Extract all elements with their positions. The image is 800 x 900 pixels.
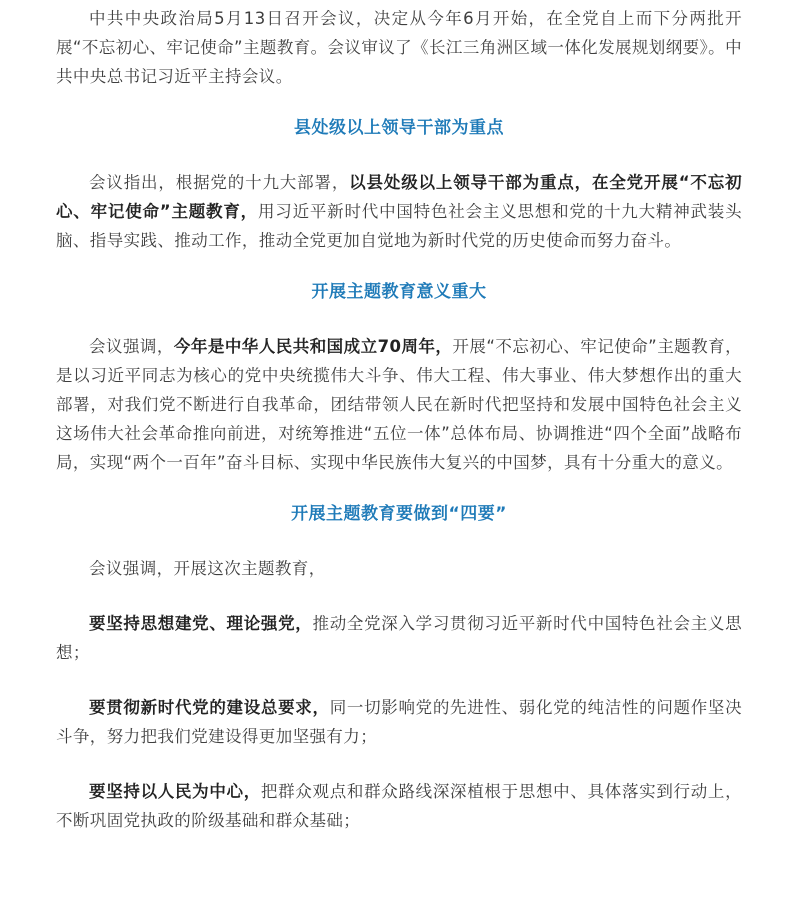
section-heading-significance: 开展主题教育意义重大	[311, 282, 487, 302]
section-heading-four-musts: 开展主题教育要做到“四要”	[291, 504, 507, 524]
paragraph-meeting-emphasized	[56, 332, 742, 477]
intro-paragraph	[56, 4, 742, 91]
intro-text: 中共中央政治局5月13日召开会议，决定从今年6月开始，在全党自上而下分两批开展“不忘初心、牢记使命”主题教育。会议审议了《长江三角洲区域一体化发展规划纲要》。中共中央总书记习近平主持会议。	[56, 9, 742, 86]
paragraph-four-musts-intro	[56, 554, 742, 583]
paragraph-bold: 以县处级以上领导干部为重点，在全党开展“不忘初心、牢记使命”主题教育，	[56, 173, 742, 221]
paragraph-rest: 开展“不忘初心、牢记使命”主题教育，是以习近平同志为核心的党中央统揽伟大斗争、伟大工程、伟大事业、伟大梦想作出的重大部署，对我们党不断进行自我革命，团结带领人民在新时代把坚持和发展中国特色社会主义这场伟大社会革命推向前进，对统筹推进“五位一体”总体布局、协调推进“四个全面”战略布局，实现“两个一百年”奋斗目标、实现中华民族伟大复兴的中国梦，具有十分重大的意义。	[56, 337, 743, 472]
paragraph-bold: 要坚持以人民为中心，	[89, 782, 261, 801]
paragraph-bold: 要坚持思想建党、理论强党，	[89, 614, 313, 633]
paragraph-rest: 把群众观点和群众路线深深植根于思想中、具体落实到行动上，不断巩固党执政的阶级基础和群众基础；	[56, 782, 743, 830]
paragraph-rest: 同一切影响党的先进性、弱化党的纯洁性的问题作坚决斗争，努力把我们党建设得更加坚强有力；	[56, 698, 742, 746]
paragraph-lead: 会议强调，	[89, 337, 174, 356]
paragraph-rest: 用习近平新时代中国特色社会主义思想和党的十九大精神武装头脑、指导实践、推动工作，推动全党更加自觉地为新时代党的历史使命而努力奋斗。	[56, 202, 742, 250]
paragraph-must-1	[56, 609, 742, 667]
paragraph-must-2	[56, 693, 742, 751]
paragraph-lead: 会议指出，根据党的十九大部署，	[89, 173, 350, 192]
paragraph-bold: 今年是中华人民共和国成立70周年，	[173, 337, 453, 356]
section-heading-leaders: 县处级以上领导干部为重点	[294, 118, 504, 138]
paragraph-must-3	[56, 777, 742, 835]
paragraph-bold: 要贯彻新时代党的建设总要求，	[89, 698, 330, 717]
paragraph-meeting-pointed-out	[56, 168, 742, 255]
paragraph-text: 会议强调，开展这次主题教育，	[89, 559, 326, 578]
paragraph-rest: 推动全党深入学习贯彻习近平新时代中国特色社会主义思想；	[56, 614, 743, 662]
